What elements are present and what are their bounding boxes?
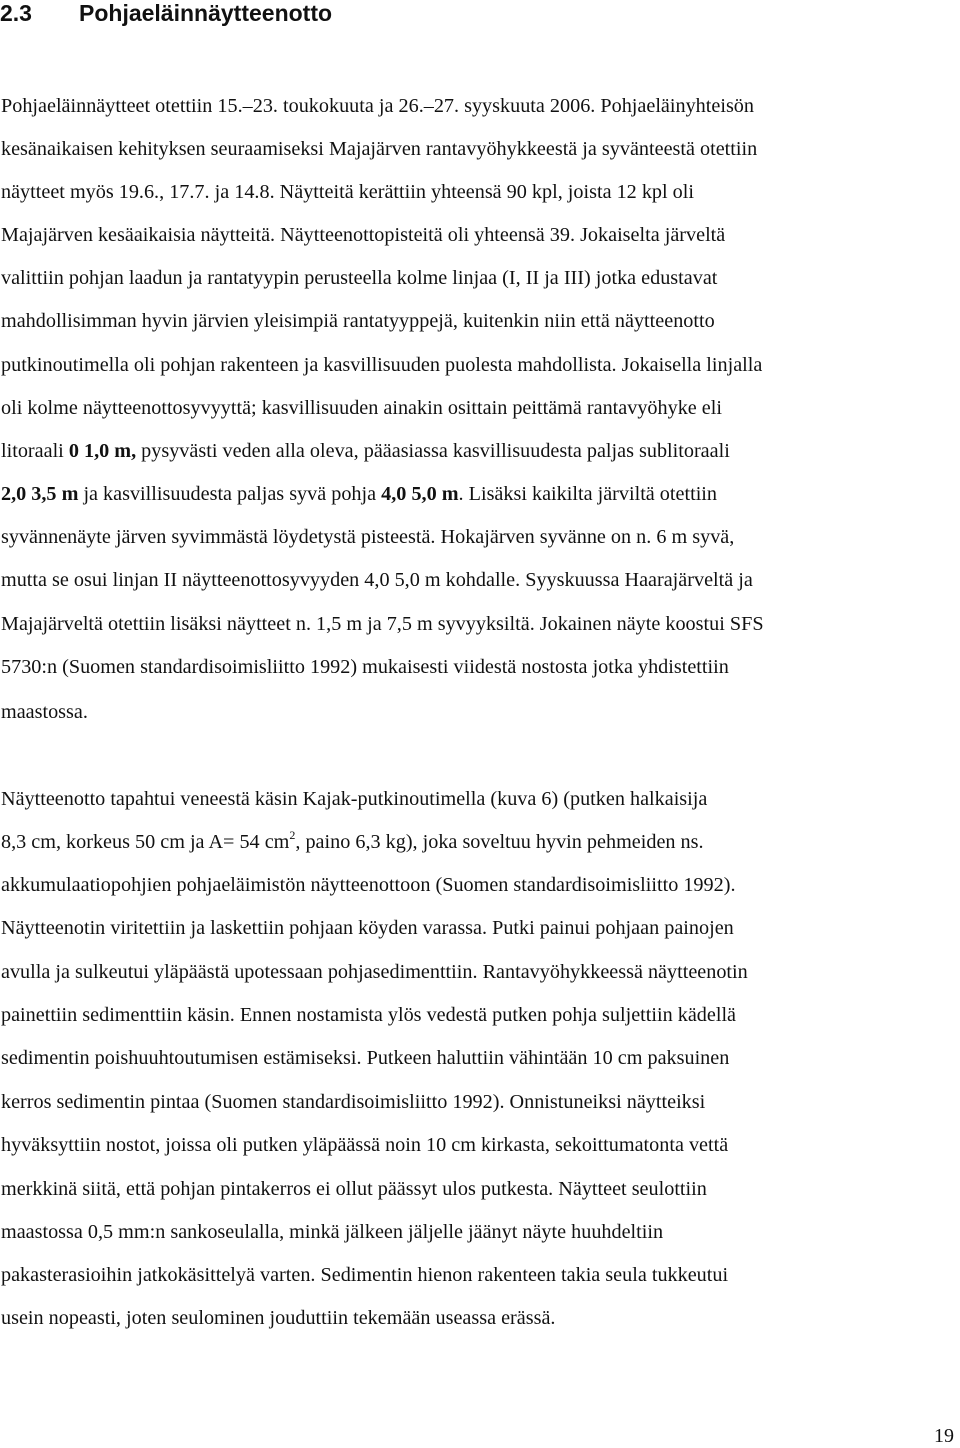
text-line: merkkinä siitä, että pohjan pintakerros ei ollut päässyt ulos putkesta. Näytteet seulottiin (1, 1178, 707, 1200)
text-line: hyväksyttiin nostot, joissa oli putken yläpäässä noin 10 cm kirkasta, sekoittumatonta vettä (1, 1134, 729, 1156)
text-line: maastossa. (1, 701, 88, 723)
text-line: Majajärveltä otettiin lisäksi näytteet n. 1,5 m ja 7,5 m syvyyksiltä. Jokainen näyte koostui SFS (1, 613, 764, 635)
text-line: avulla ja sulkeutui yläpäästä upotessaan pohjasedimenttiin. Rantavyöhykkeessä näytteenotin (1, 961, 748, 983)
text-line: kerros sedimentin pintaa (Suomen standardisoimisliitto 1992). Onnistuneiksi näytteiksi (1, 1091, 706, 1113)
text-line: akkumulaatiopohjien pohjaeläimistön näytteenottoon (Suomen standardisoimisliitto 1992). (1, 874, 736, 896)
text-line: painettiin sedimenttiin käsin. Ennen nostamista ylös vedestä putken pohja suljettiin kädellä (1, 1004, 737, 1026)
text-line: litoraali 0 1,0 m, pysyvästi veden alla oleva, pääasiassa kasvillisuudesta paljas sublitoraali (1, 440, 730, 462)
text-line: 5730:n (Suomen standardisoimisliitto 1992) mukaisesti viidestä nostosta jotka yhdistettiin (1, 656, 729, 678)
page-number: 19 (934, 1425, 954, 1447)
text-line: Näytteenotin viritettiin ja laskettiin pohjaan köyden varassa. Putki painui pohjaan painojen (1, 917, 734, 939)
text-line: näytteet myös 19.6., 17.7. ja 14.8. Näytteitä kerättiin yhteensä 90 kpl, joista 12 kpl oli (1, 181, 694, 203)
section-title: Pohjaeläinnäytteenotto (79, 0, 333, 26)
text-line: mutta se osui linjan II näytteenottosyvyyden 4,0 5,0 m kohdalle. Syyskuussa Haarajärveltä ja (1, 569, 753, 591)
text-line: Majajärven kesäaikaisia näytteitä. Näytteenottopisteitä oli yhteensä 39. Jokaiselta järveltä (1, 224, 726, 246)
text-line: Näytteenotto tapahtui veneestä käsin Kajak-putkinoutimella (kuva 6) (putken halkaisija (1, 788, 708, 810)
text-line: 2,0 3,5 m ja kasvillisuudesta paljas syvä pohja 4,0 5,0 m. Lisäksi kaikilta järviltä otettiin (1, 483, 718, 505)
text-line: mahdollisimman hyvin järvien yleisimpiä rantatyyppejä, kuitenkin niin että näytteenotto (1, 310, 715, 332)
text-line: valittiin pohjan laadun ja rantatyypin perusteella kolme linjaa (I, II ja III) jotka edustavat (1, 267, 718, 289)
text-line: Pohjaeläinnäytteet otettiin 15.–23. toukokuuta ja 26.–27. syyskuuta 2006. Pohjaeläinyhteisön (1, 95, 754, 117)
depth-range-bold: 4,0 5,0 m (381, 483, 459, 505)
depth-range-bold: 0 1,0 m, (68, 440, 137, 462)
text-line: sedimentin poishuuhtoutumisen estämiseksi. Putkeen haluttiin vähintään 10 cm paksuinen (1, 1047, 730, 1069)
text-line: usein nopeasti, joten seulominen jouduttiin tekemään useassa erässä. (1, 1307, 556, 1329)
section-heading (0, 0, 332, 26)
text-line: putkinoutimella oli pohjan rakenteen ja kasvillisuuden puolesta mahdollista. Jokaisella linjalla (1, 354, 763, 376)
section-number: 2.3 (0, 0, 32, 26)
text-line: syvännenäyte järven syvimmästä löydetystä pisteestä. Hokajärven syvänne on n. 6 m syvä, (1, 526, 735, 548)
text-line: 8,3 cm, korkeus 50 cm ja A= 54 $cm^2$, paino 6,3 kg), joka soveltuu hyvin pehmeiden ns. (1, 828, 704, 853)
text-line: oli kolme näytteenottosyvyyttä; kasvillisuuden ainakin osittain peittämä rantavyöhyke eli (1, 397, 722, 419)
depth-range-bold: 2,0 3,5 m (1, 483, 79, 505)
superscript: 2 (289, 828, 296, 842)
text-line: pakasterasioihin jatkokäsittelyä varten. Sedimentin hienon rakenteen takia seula tukkeutui (1, 1264, 729, 1286)
text-line: kesänaikaisen kehityksen seuraamiseksi Majajärven rantavyöhykkeestä ja syvänteestä otettiin (1, 138, 758, 160)
text-line: maastossa 0,5 mm:n sankoseulalla, minkä jälkeen jäljelle jäänyt näyte huuhdeltiin (1, 1221, 664, 1243)
